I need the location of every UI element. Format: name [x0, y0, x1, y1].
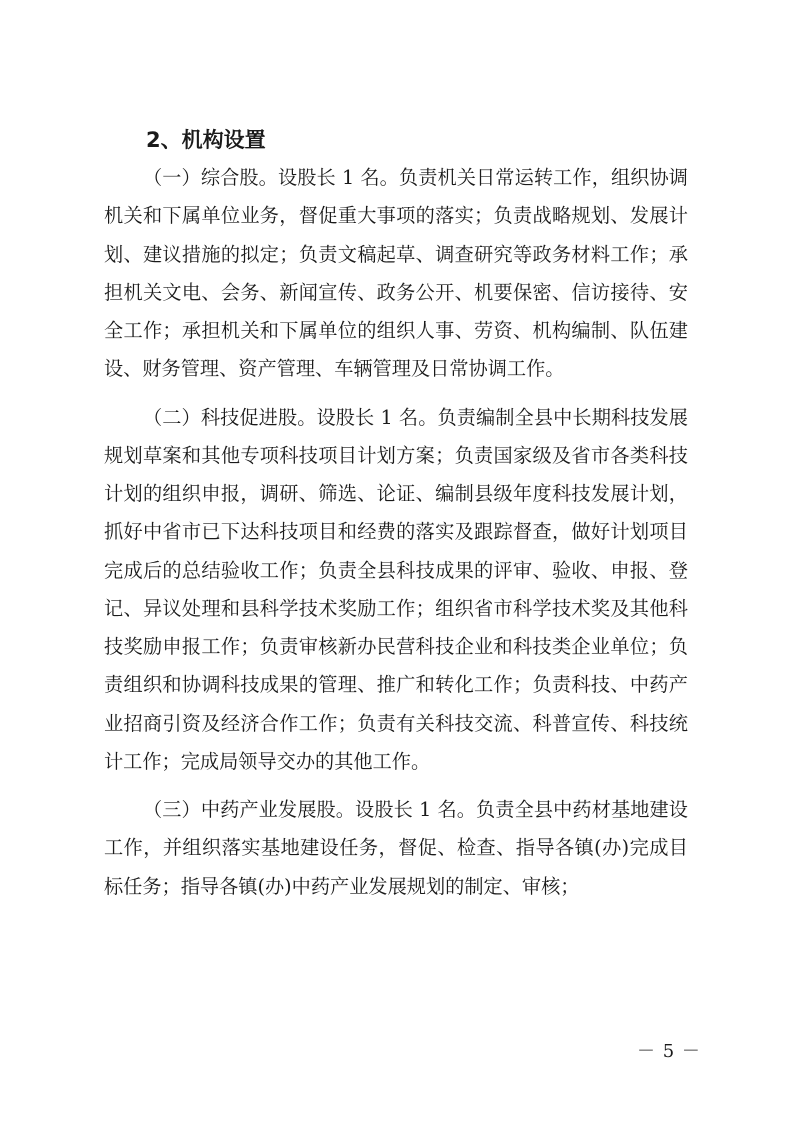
section-heading: 2、机构设置 — [146, 128, 266, 152]
paragraph-general-office: （一）综合股。设股长 1 名。负责机关日常运转工作，组织协调机关和下属单位业务，督促重大事项的落实；负责战略规划、发展计划、建议措施的拟定；负责文稿起草、调查研究等政务材料工作；承担机关文电、会务、新闻宣传、政务公开、机要保密、信访接待、安全工作；承担机关和下属单位的组织人事、劳资、机构编制、队伍建设、财务管理、资产管理、车辆管理及日常协调工作。 — [104, 166, 688, 381]
paragraph-tcm-industry: （三）中药产业发展股。设股长 1 名。负责全县中药材基地建设工作，并组织落实基地建设任务，督促、检查、指导各镇(办)完成目标任务；指导各镇(办)中药产业发展规划的制定、审核； — [104, 798, 688, 898]
document-body — [104, 159, 688, 916]
paragraph-technology-promotion: （二）科技促进股。设股长 1 名。负责编制全县中长期科技发展规划草案和其他专项科技项目计划方案；负责国家级及省市各类科技计划的组织申报，调研、筛选、论证、编制县级年度科技发展计划，抓好中省市已下达科技项目和经费的落实及跟踪督查，做好计划项目完成后的总结验收工作；负责全县科技成果的评审、验收、申报、登记、异议处理和县科学技术奖励工作；组织省市科学技术奖及其他科技奖励申报工作；负责审核新办民营科技企业和科技类企业单位；负责组织和协调科技成果的管理、推广和转化工作；负责科技、中药产业招商引资及经济合作工作；负责有关科技交流、科普宣传、科技统计工作；完成局领导交办的其他工作。 — [104, 405, 688, 773]
page-number: － 5 － — [637, 1041, 701, 1062]
